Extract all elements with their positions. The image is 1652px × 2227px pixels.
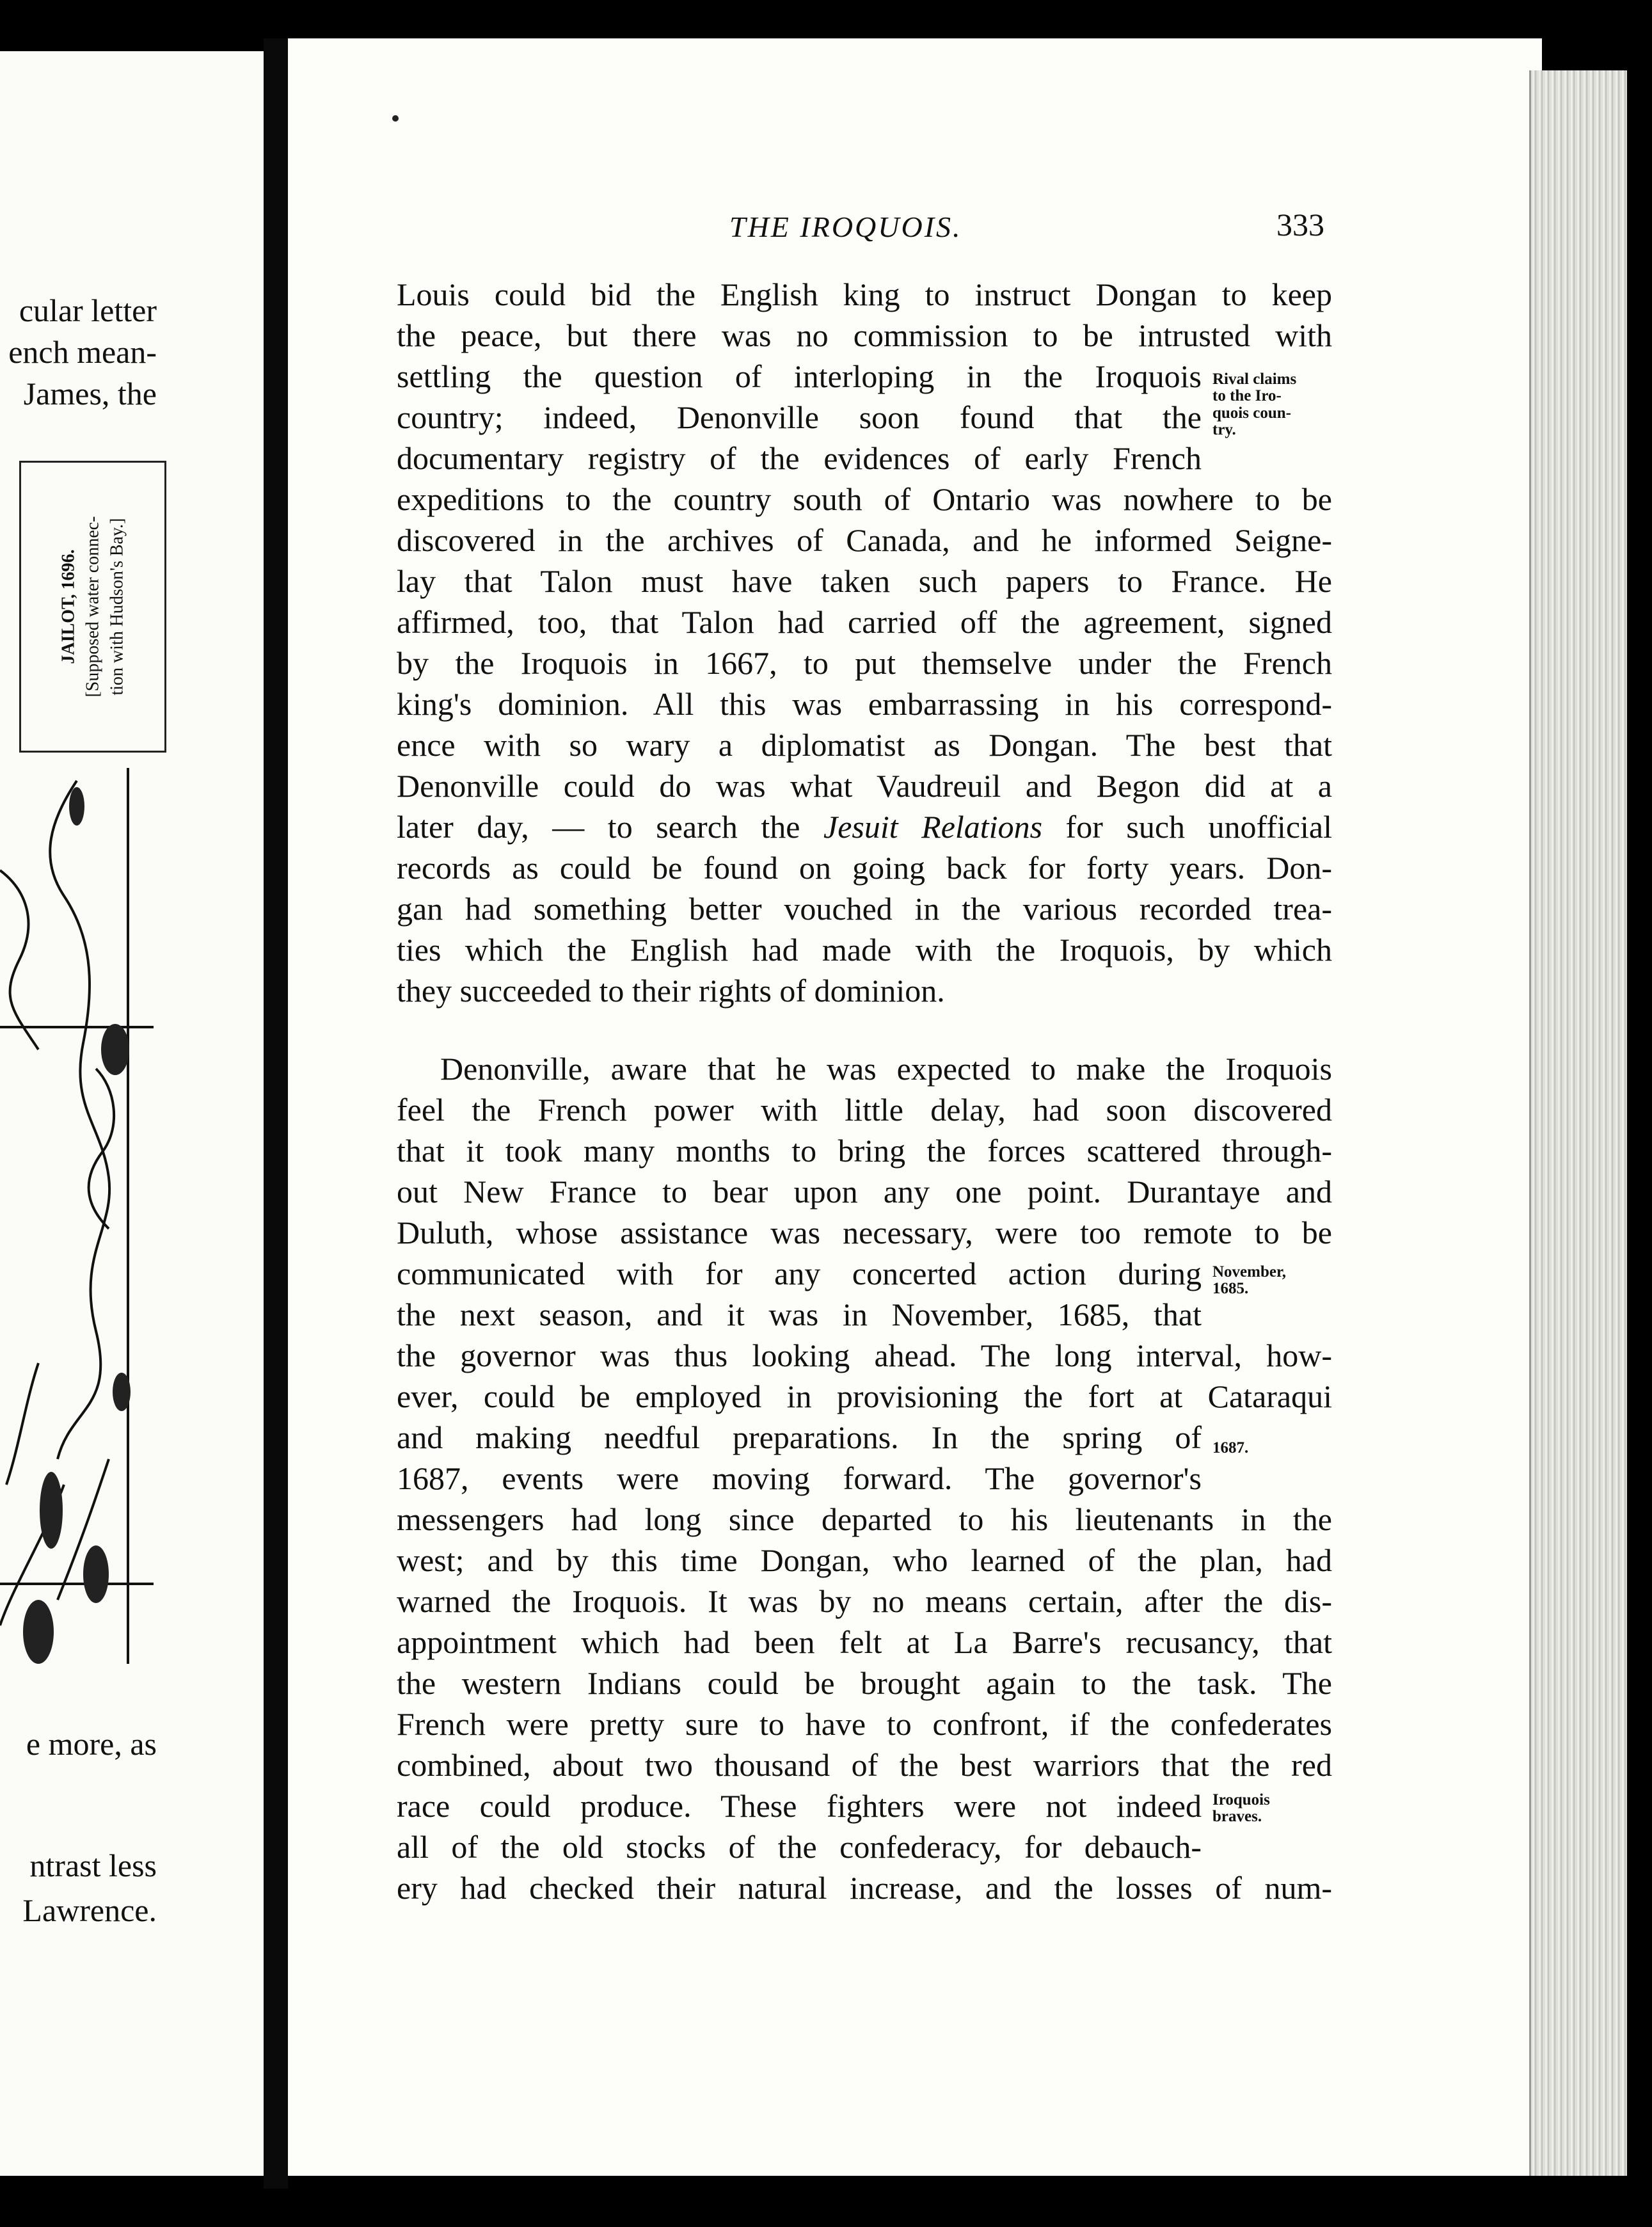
side-note-line: November, <box>1212 1263 1287 1281</box>
body-line: lay that Talon must have taken such papers to France. He <box>397 563 1332 599</box>
side-note-line: Iroquois <box>1212 1791 1270 1808</box>
map-caption <box>56 472 129 741</box>
body-line: all of the old stocks of the confederacy, for debauch- <box>397 1829 1202 1865</box>
body-line: ties which the English had made with the Iroquois, by which <box>397 932 1332 968</box>
body-line: ence with so wary a diplomatist as Dongan. The best that <box>397 727 1332 763</box>
side-note-november <box>1212 1264 1286 1298</box>
body-line-with-italic <box>397 811 1332 843</box>
map-caption-box <box>19 461 166 753</box>
body-line: west; and by this time Dongan, who learned of the plan, had <box>397 1542 1332 1578</box>
body-line: ever, could be employed in provisioning the fort at Cataraqui <box>397 1378 1332 1414</box>
left-page-line: ntrast less <box>29 1848 157 1883</box>
side-note-line: braves. <box>1212 1808 1262 1826</box>
body-line: Duluth, whose assistance was necessary, were too remote to be <box>397 1215 1332 1250</box>
body-line: warned the Iroquois. It was by no means certain, after the dis- <box>397 1583 1332 1619</box>
body-line: gan had something better vouched in the various recorded trea- <box>397 891 1332 927</box>
side-note-line: Rival claims <box>1212 371 1297 388</box>
body-line: 1687, events were moving forward. The governor's <box>397 1460 1202 1496</box>
map-illustration <box>0 768 266 1728</box>
body-line: the governor was thus looking ahead. The long interval, how- <box>397 1337 1332 1373</box>
body-line: feel the French power with little delay, had soon discovered <box>397 1092 1332 1128</box>
italic-title: Jesuit Relations <box>823 809 1043 845</box>
body-line: expeditions to the country south of Ontario was nowhere to be <box>397 481 1332 517</box>
map-caption-title: JAILOT, 1696. <box>58 549 79 664</box>
side-note-line: quois coun- <box>1212 404 1291 422</box>
body-line: race could produce. These fighters were not indeed <box>397 1788 1202 1824</box>
scan-speck <box>392 115 399 122</box>
left-page-line: James, the <box>23 376 157 411</box>
body-line: king's dominion. All this was embarrassing in his correspond- <box>397 686 1332 722</box>
side-note-line: 1687. <box>1212 1439 1249 1457</box>
body-line: settling the question of interloping in the Iroquois <box>397 358 1202 394</box>
left-page-line: e more, as <box>26 1726 157 1762</box>
running-head: THE IROQUOIS. <box>729 211 962 243</box>
body-line: affirmed, too, that Talon had carried off the agreement, signed <box>397 604 1332 640</box>
body-line: by the Iroquois in 1667, to put themselve under the French <box>397 645 1332 681</box>
body-text: for such unofficial <box>1065 809 1332 845</box>
body-line: documentary registry of the evidences of early French <box>397 440 1202 476</box>
body-line: records as could be found on going back for forty years. Don- <box>397 850 1332 886</box>
body-text: later day, — to search the <box>397 809 800 845</box>
body-line: Denonville could do was what Vaudreuil and Begon did at a <box>397 768 1332 804</box>
body-line: the peace, but there was no commission to be intrusted with <box>397 317 1332 353</box>
page-edges <box>1529 70 1627 2176</box>
body-line: country; indeed, Denonville soon found that the <box>397 399 1202 435</box>
map-caption-line: tion with Hudson's Bay.] <box>106 518 127 696</box>
side-note-1687 <box>1212 1440 1248 1457</box>
side-note-line: 1685. <box>1212 1280 1249 1298</box>
side-note-line: try. <box>1212 420 1236 438</box>
map-caption-line: [Supposed water connec- <box>83 516 103 698</box>
side-note-rival-claims <box>1212 371 1296 438</box>
body-line: appointment which had been felt at La Barre's recusancy, that <box>397 1624 1332 1660</box>
scan-bottom-border <box>0 2176 1652 2227</box>
page-number: 333 <box>1276 207 1324 243</box>
body-line: combined, about two thousand of the best warriors that the red <box>397 1747 1332 1783</box>
body-line: Denonville, aware that he was expected to make the Iroquois <box>440 1051 1332 1087</box>
left-page-line: cular letter <box>19 292 157 328</box>
body-line: communicated with for any concerted action during <box>397 1256 1202 1291</box>
book-gutter <box>264 38 288 2189</box>
body-line: that it took many months to bring the forces scattered through- <box>397 1133 1332 1169</box>
left-page-line: Lawrence. <box>22 1892 157 1928</box>
left-page <box>0 51 266 2176</box>
body-line: ery had checked their natural increase, and the losses of num- <box>397 1870 1332 1906</box>
body-line: French were pretty sure to have to confront, if the confederates <box>397 1706 1332 1742</box>
body-line: out New France to bear upon any one point. Durantaye and <box>397 1174 1332 1209</box>
body-line: discovered in the archives of Canada, and he informed Seigne- <box>397 522 1332 558</box>
body-line: Louis could bid the English king to instruct Dongan to keep <box>397 276 1332 312</box>
body-line: the western Indians could be brought again to the task. The <box>397 1665 1332 1701</box>
body-line: messengers had long since departed to his lieutenants in the <box>397 1501 1332 1537</box>
body-line: and making needful preparations. In the spring of <box>397 1419 1202 1455</box>
left-page-line: ench mean- <box>8 334 157 370</box>
side-note-iroquois-braves <box>1212 1792 1270 1826</box>
body-line: the next season, and it was in November, 1685, that <box>397 1297 1202 1332</box>
side-note-line: to the Iro- <box>1212 387 1282 405</box>
body-line: they succeeded to their rights of dominion. <box>397 973 945 1009</box>
